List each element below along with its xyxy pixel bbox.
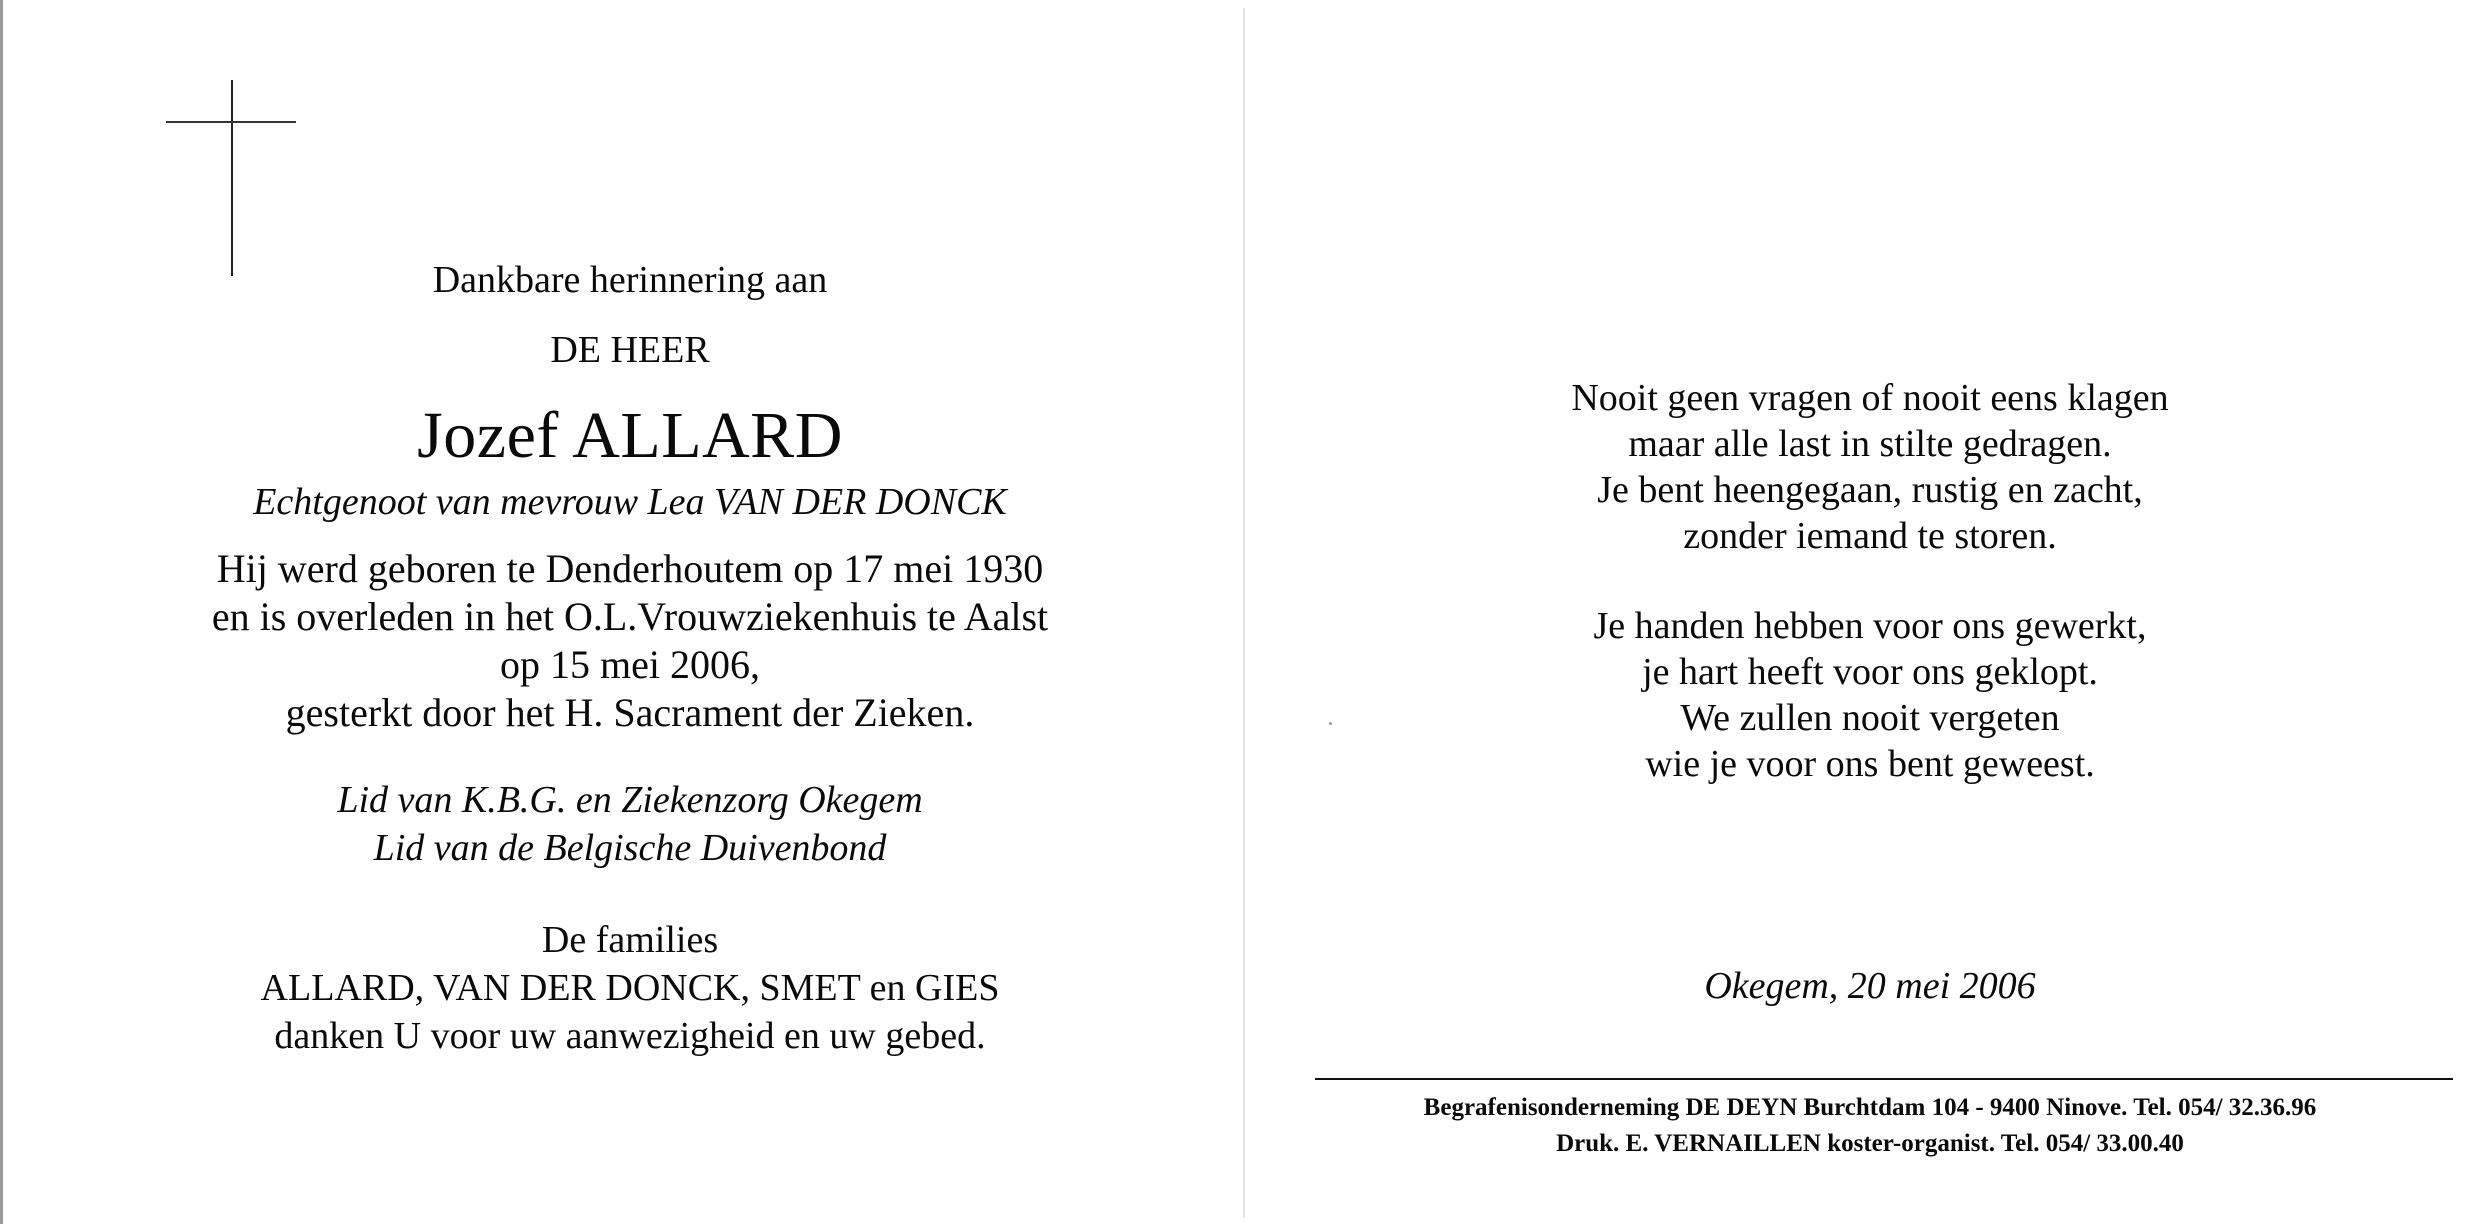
poem-line: We zullen nooit vergeten xyxy=(1680,697,2060,739)
families-names: ALLARD, VAN DER DONCK, SMET en GIES xyxy=(260,967,1000,1009)
bio-line: en is overleden in het O.L.Vrouwziekenhuis te Aalst xyxy=(211,594,1049,639)
bio-line: gesterkt door het H. Sacrament der Zieken. xyxy=(285,690,975,735)
poem-line: Je handen hebben voor ons gewerkt, xyxy=(1593,605,2147,647)
poem-line: wie je voor ons bent geweest. xyxy=(1645,743,2095,785)
poem-line: maar alle last in stilte gedragen. xyxy=(1628,423,2112,465)
poem-line: Je bent heengegaan, rustig en zacht, xyxy=(1597,469,2143,511)
footer-line: Begrafenisonderneming DE DEYN Burchtdam 104 - 9400 Ninove. Tel. 054/ 32.36.96 xyxy=(1423,1094,2317,1121)
poem-line: je hart heeft voor ons geklopt. xyxy=(1642,651,2098,693)
bio-line: Hij werd geboren te Denderhoutem op 17 mei 1930 xyxy=(216,546,1044,591)
poem-line: Nooit geen vragen of nooit eens klagen xyxy=(1571,377,2169,419)
right-panel xyxy=(1245,0,2476,1224)
bio-line: op 15 mei 2006, xyxy=(500,642,760,687)
membership-line: Lid van de Belgische Duivenbond xyxy=(373,827,887,869)
thanks-line: danken U voor uw aanwezigheid en uw gebed. xyxy=(274,1015,986,1057)
poem-line: zonder iemand te storen. xyxy=(1683,515,2057,557)
intro-text: Dankbare herinnering aan xyxy=(432,259,828,301)
title-text: DE HEER xyxy=(550,329,710,371)
spouse-line: Echtgenoot van mevrouw Lea VAN DER DONCK xyxy=(253,481,1007,523)
families-intro: De families xyxy=(541,919,719,961)
footer-rule xyxy=(1315,1078,2453,1080)
place-date: Okegem, 20 mei 2006 xyxy=(1704,965,2036,1007)
deceased-name: Jozef ALLARD xyxy=(417,399,843,472)
footer-line: Druk. E. VERNAILLEN koster-organist. Tel. 054/ 33.00.40 xyxy=(1556,1130,2184,1157)
membership-line: Lid van K.B.G. en Ziekenzorg Okegem xyxy=(337,779,923,821)
speck xyxy=(1329,722,1332,725)
